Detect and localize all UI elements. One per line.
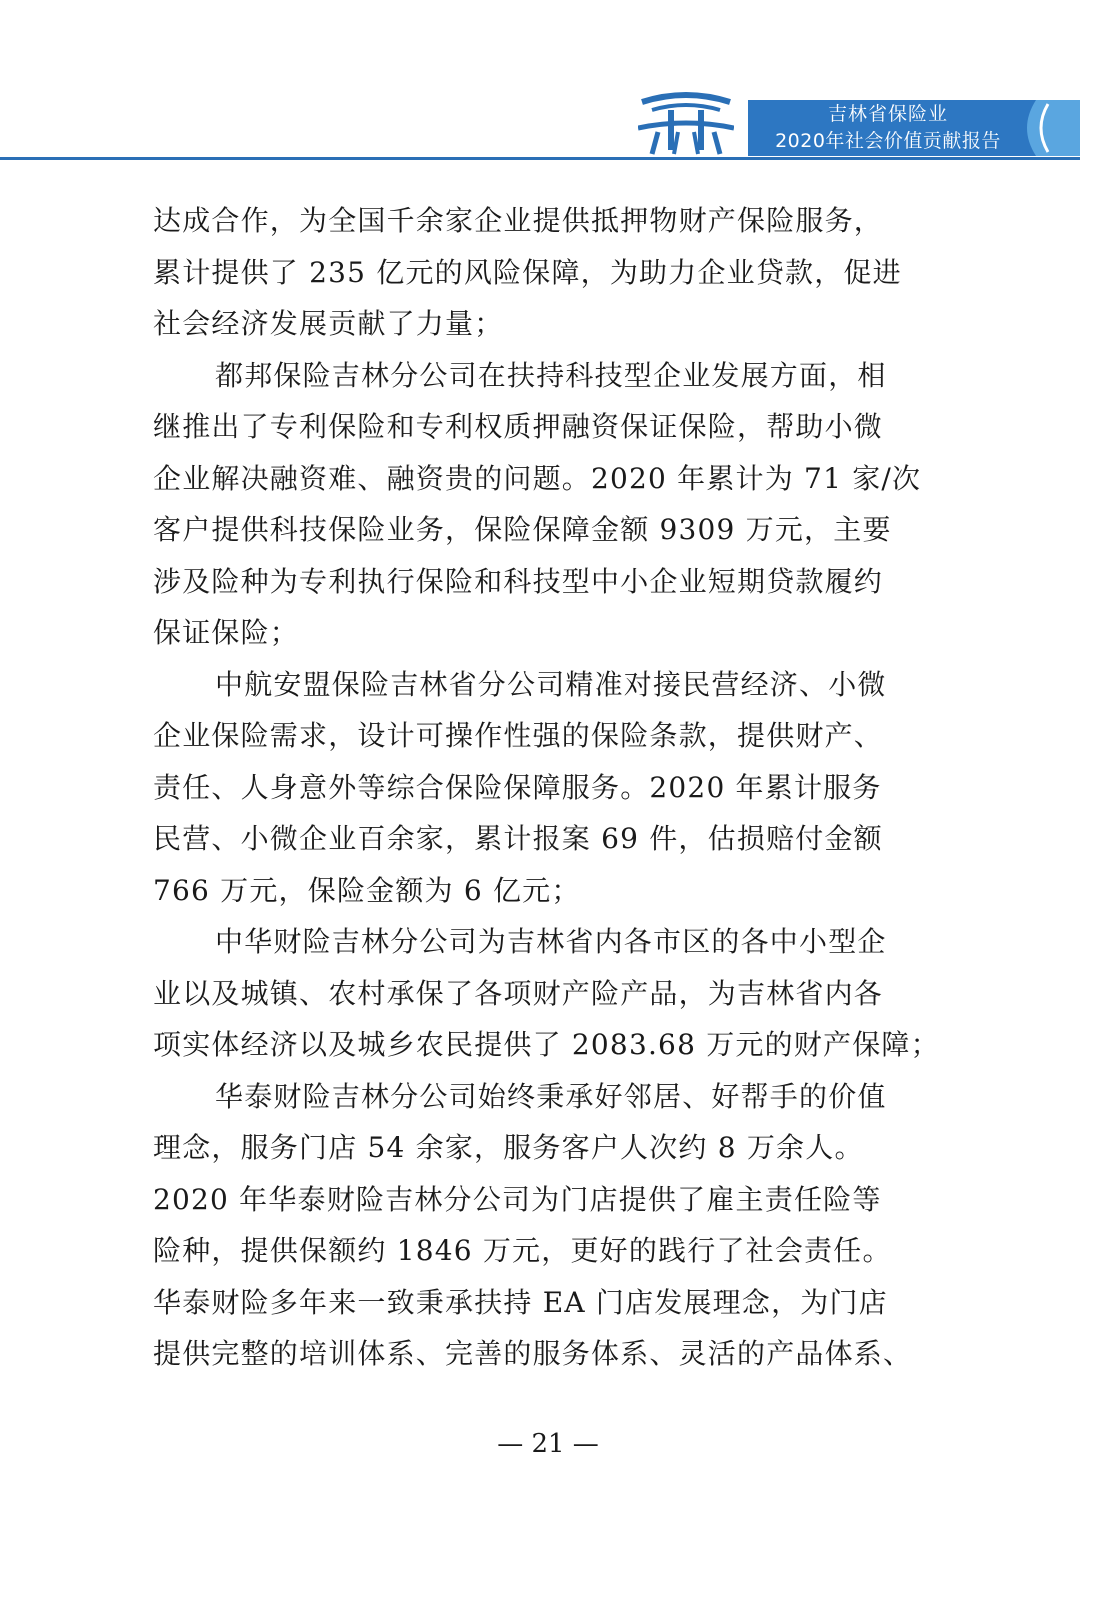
body-text (153, 195, 940, 1380)
text-line: 责任、人身意外等综合保险保障服务。2020 年累计服务 (153, 770, 882, 804)
text-line: 华泰财险多年来一致秉承扶持 EA 门店发展理念，为门店 (153, 1285, 888, 1319)
text-line: 保证保险； (153, 616, 300, 649)
text-line: 766 万元，保险金额为 6 亿元； (153, 873, 581, 907)
text-line: 中航安盟保险吉林省分公司精准对接民营经济、小微 (215, 667, 887, 701)
text-line: 提供完整的培训体系、完善的服务体系、灵活的产品体系、 (153, 1337, 913, 1370)
text-line: 华泰财险吉林分公司始终秉承好邻居、好帮手的价值 (215, 1079, 887, 1113)
text-line: 社会经济发展贡献了力量； (153, 307, 504, 340)
text-line: 客户提供科技保险业务，保险保障金额 9309 万元，主要 (153, 513, 892, 546)
text-line: 达成合作，为全国千余家企业提供抵押物财产保险服务， (153, 204, 884, 237)
text-line: 中华财险吉林分公司为吉林省内各市区的各中小型企 (215, 925, 887, 958)
text-line: 涉及险种为专利执行保险和科技型中小企业短期贷款履约 (153, 564, 884, 598)
text-line: 企业保险需求，设计可操作性强的保险条款，提供财产、 (153, 719, 884, 752)
page-header (0, 0, 1096, 170)
text-line: 2020 年华泰财险吉林分公司为门店提供了雇主责任险等 (153, 1182, 882, 1216)
text-line: 险种，提供保额约 1846 万元，更好的践行了社会责任。 (153, 1234, 892, 1267)
text-line: 累计提供了 235 亿元的风险保障，为助力企业贷款，促进 (153, 255, 902, 289)
text-line: 项实体经济以及城乡农民提供了 2083.68 万元的财产保障； (153, 1028, 940, 1061)
insurance-association-logo-icon (638, 88, 734, 158)
report-title-line1: 吉林省保险业 (827, 103, 948, 125)
text-line: 业以及城镇、农村承保了各项财产险产品，为吉林省内各 (153, 976, 884, 1010)
text-line: 都邦保险吉林分公司在扶持科技型企业发展方面，相 (215, 358, 887, 392)
report-title (738, 100, 1038, 156)
text-line: 理念，服务门店 54 余家，服务客户人次约 8 万余人。 (153, 1131, 864, 1164)
header-rule (0, 157, 1080, 160)
text-line: 继推出了专利保险和专利权质押融资保证保险，帮助小微 (153, 410, 884, 443)
report-title-line2: 2020年社会价值贡献报告 (775, 130, 1001, 152)
text-line: 企业解决融资难、融资贵的问题。2020 年累计为 71 家/次 (153, 461, 922, 495)
page-number: — 21 — (497, 1429, 599, 1459)
text-line: 民营、小微企业百余家，累计报案 69 件，估损赔付金额 (153, 822, 883, 855)
